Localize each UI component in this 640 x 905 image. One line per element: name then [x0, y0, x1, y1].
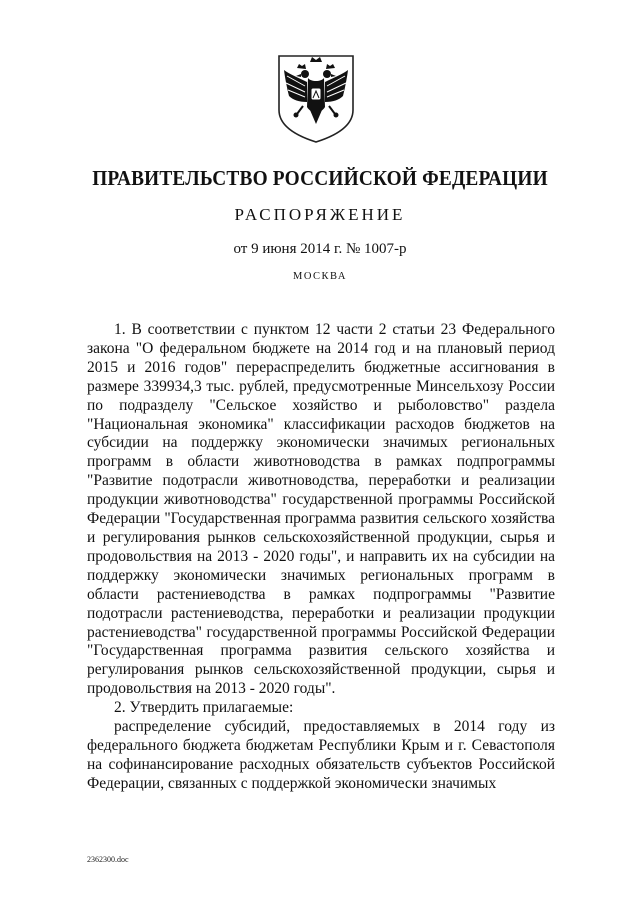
- document-date-number: от 9 июня 2014 г. № 1007-р: [233, 241, 407, 257]
- document-city: МОСКВА: [293, 271, 347, 282]
- document-body: [87, 321, 555, 794]
- document-type: РАСПОРЯЖЕНИЕ: [234, 205, 406, 224]
- footer-file-name: 2362300.doc: [87, 855, 129, 864]
- paragraph-1: 1. В соответствии с пунктом 12 части 2 статьи 23 Федерального закона "О федеральном бюджете на 2014 год и на плановый период 2015 и 2016 годов" перераспределить бюджетные ассигнования в размере 339934,3 тыс. рублей, предусмотренные Минсельхозу России по подразделу "Сельское хозяйство и рыболовство" раздела "Национальная экономика" классификации расходов бюджетов на субсидии на поддержку экономически значимых региональных программ в области животноводства в рамках подпрограммы "Развитие подотрасли животноводства, переработки и реализации продукции животноводства" государственной программы Российской Федерации "Государственная программа развития сельского хозяйства и регулирования рынков сельскохозяйственной продукции, сырья и продовольствия на 2013 - 2020 годы", и направить их на субсидии на поддержку экономически значимых региональных программ в области растениеводства в рамках подпрограммы "Развитие подотрасли растениеводства, переработки и реализации продукции растениеводства" государственной программы Российской Федерации "Государственная программа развития сельского хозяйства и регулирования рынков сельскохозяйственной продукции, сырья и продовольствия на 2013 - 2020 годы".: [87, 321, 555, 698]
- government-title: ПРАВИТЕЛЬСТВО РОССИЙСКОЙ ФЕДЕРАЦИИ: [92, 166, 548, 190]
- paragraph-2: 2. Утвердить прилагаемые:: [114, 699, 294, 717]
- coat-of-arms-icon: [275, 52, 357, 144]
- paragraph-3: распределение субсидий, предоставляемых в 2014 году из федерального бюджета бюджетам Республики Крым и г. Севастополя на софинансирование расходных обязательств субъектов Российской Федерации, связанных с поддержкой экономически значимых: [87, 718, 555, 792]
